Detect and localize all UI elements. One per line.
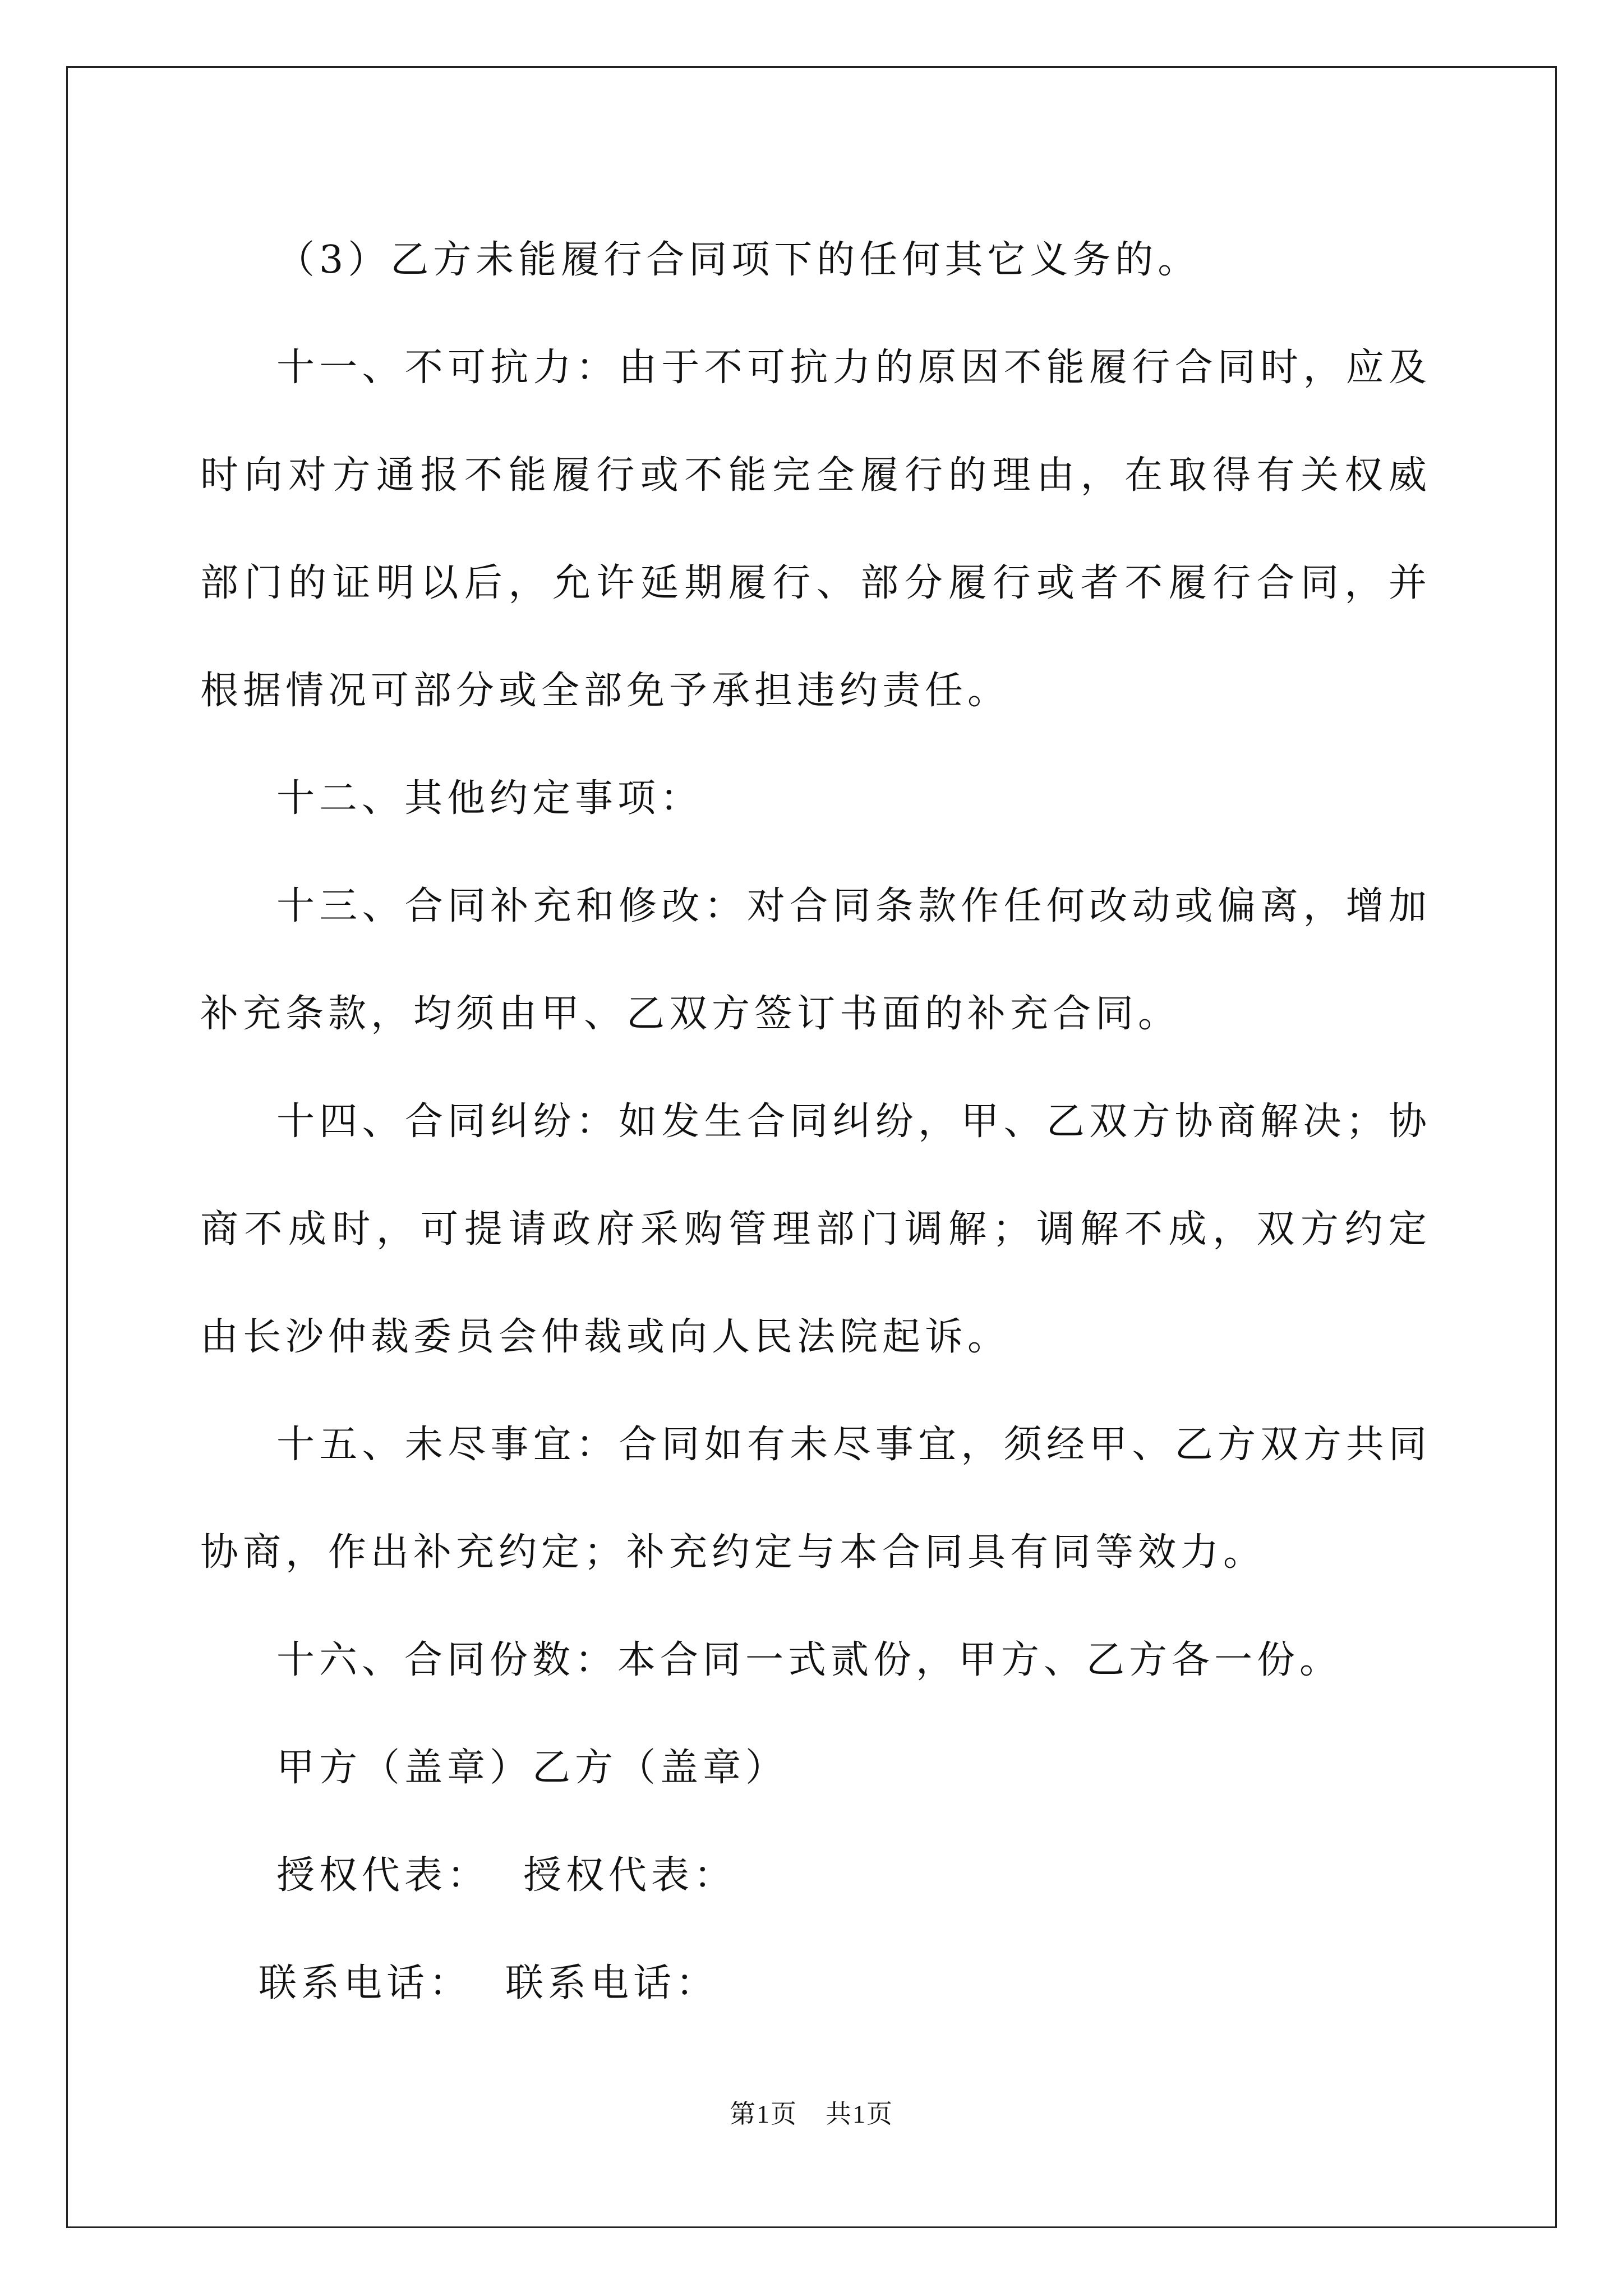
party-b-seal-label: 乙方（盖章） [532, 1746, 789, 1790]
paragraph-force-majeure: 十一、不可抗力：由于不可抗力的原因不能履行合同时，应及时向对方通报不能履行或不能完全履行的理由，在取得有关权威部门的证明以后，允许延期履行、部分履行或者不履行合同，并根据情况可部分或全部免予承担违约责任。 [200, 346, 1431, 713]
paragraph-amendments: 十三、合同补充和修改：对合同条款作任何改动或偏离，增加补充条款，均须由甲、乙双方签订书面的补充合同。 [200, 884, 1431, 1036]
party-b-representative-label: 授权代表： [523, 1853, 737, 1898]
party-b-phone-label: 联系电话： [505, 1961, 719, 2005]
page-footer [0, 2093, 1623, 2131]
party-a-seal-label: 甲方（盖章） [276, 1746, 533, 1790]
signature-phone-line [200, 1930, 1431, 2037]
paragraph-unresolved-matters: 十五、未尽事宜：合同如有未尽事宜，须经甲、乙方双方共同协商，作出补充约定；补充约定与本合同具有同等效力。 [200, 1423, 1431, 1575]
party-a-phone-label: 联系电话： [259, 1961, 472, 2005]
paragraph-other-matters: 十二、其他约定事项： [276, 776, 703, 821]
document-body [200, 206, 1431, 2037]
paragraph-disputes: 十四、合同纠纷：如发生合同纠纷，甲、乙双方协商解决；协商不成时，可提请政府采购管理部门调解；调解不成，双方约定由长沙仲裁委员会仲裁或向人民法院起诉。 [200, 1099, 1431, 1359]
page-number-current: 第1页 [730, 2100, 797, 2128]
page-number-total: 共1页 [826, 2100, 893, 2128]
signature-seal-line [200, 1714, 1431, 1822]
party-a-representative-label: 授权代表： [276, 1853, 490, 1898]
paragraph-copies: 十六、合同份数：本合同一式贰份，甲方、乙方各一份。 [276, 1638, 1343, 1682]
signature-representative-line [200, 1822, 1431, 1930]
paragraph-clause-3: （3）乙方未能履行合同项下的任何其它义务的。 [276, 238, 1201, 282]
